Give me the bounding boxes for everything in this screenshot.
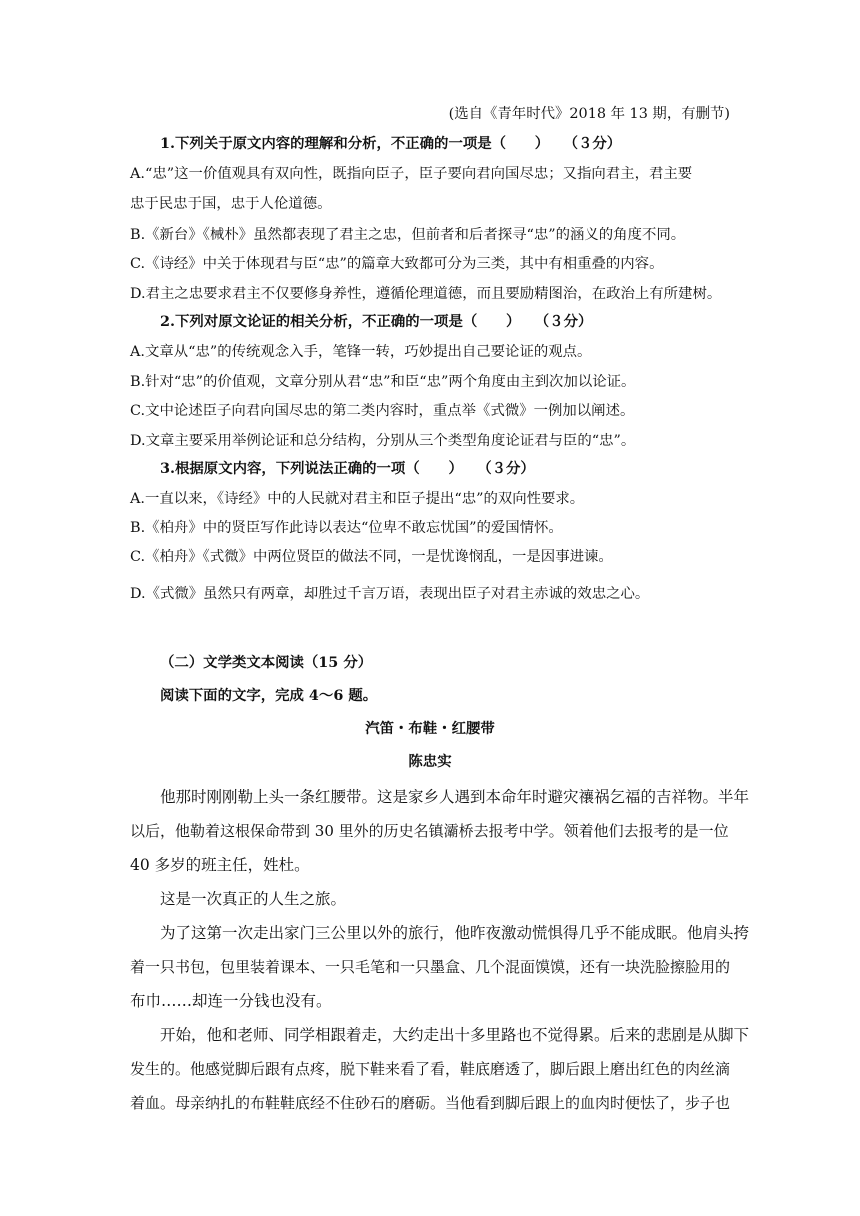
question-1-option-c: C.《诗经》中关于体现君与臣“忠”的篇章大致都可分为三类，其中有相重叠的内容。 — [130, 256, 664, 272]
question-2-option-b: B.针对“忠”的价值观，文章分别从君“忠”和臣“忠”两个角度由主到次加以论证。 — [130, 374, 636, 390]
question-2-option-a: A.文章从“忠”的传统观念入手，笔锋一转，巧妙提出自己要论证的观点。 — [130, 344, 592, 360]
paragraph-3-line-1: 为了这第一次走出家门三公里以外的旅行，他昨夜激动慌惧得几乎不能成眠。他肩头挎 — [160, 924, 750, 942]
question-3-option-c: C.《柏舟》《式微》中两位贤臣的做法不同，一是忧谗悯乱，一是因事进谏。 — [130, 549, 613, 565]
source-note: (选自《青年时代》2018 年 13 期，有删节) — [448, 106, 730, 122]
paragraph-4-line-1: 开始，他和老师、同学相跟着走，大约走出十多里路也不觉得累。后来的悲剧是从脚下 — [160, 1026, 750, 1044]
question-2-option-d: D.文章主要采用举例论证和总分结构，分别从三个类型角度论证君与臣的“忠”。 — [130, 433, 636, 449]
question-1-option-a: A.“忠”这一价值观具有双向性，既指向臣子，臣子要向君向国尽忠；又指向君主，君主要 — [130, 166, 693, 182]
question-3-option-b: B.《柏舟》中的贤臣写作此诗以表达“位卑不敢忘忧国”的爱国情怀。 — [130, 520, 563, 536]
question-1-option-b: B.《新台》《械朴》虽然都表现了君主之忠，但前者和后者探寻“忠”的涵义的角度不同。 — [130, 227, 686, 243]
question-2-stem: 2.下列对原文论证的相关分析，不正确的一项是（ ） （３分） — [160, 313, 593, 330]
paragraph-3-line-3: 布巾……却连一分钱也没有。 — [130, 992, 332, 1010]
paragraph-1-line-2: 以后，他勒着这根保命带到 30 里外的历史名镇灞桥去报考中学。领着他们去报考的是一位 — [130, 822, 729, 840]
question-3-stem: 3.根据原文内容，下列说法正确的一项（ ） （３分） — [160, 460, 535, 477]
section-instruction: 阅读下面的文字，完成 4～6 题。 — [160, 687, 378, 704]
section-heading: （二）文学类文本阅读（15 分） — [160, 654, 373, 671]
question-1-option-d: D.君主之忠要求君主不仅要修身养性，遵循伦理道德，而且要励精图治，在政治上有所建树。 — [130, 286, 722, 302]
question-2-option-c: C.文中论述臣子向君向国尽忠的第二类内容时，重点举《式微》一例加以阐述。 — [130, 403, 635, 419]
paragraph-2: 这是一次真正的人生之旅。 — [160, 890, 347, 908]
question-1-stem: 1.下列关于原文内容的理解和分析，不正确的一项是（ ） （３分） — [160, 135, 622, 152]
paragraph-3-line-2: 着一只书包，包里装着课本、一只毛笔和一只墨盒、几个混面馍馍，还有一块洗脸擦脸用的 — [130, 958, 731, 976]
question-1-option-a-cont: 忠于民忠于国，忠于人伦道德。 — [130, 196, 332, 212]
passage-author: 陈忠实 — [408, 753, 452, 770]
paragraph-4-line-2: 发生的。他感觉脚后跟有点疼，脱下鞋来看了看，鞋底磨透了，脚后跟上磨出红色的肉丝滴 — [130, 1060, 731, 1078]
question-3-option-a: A.一直以来，《诗经》中的人民就对君主和臣子提出“忠”的双向性要求。 — [130, 491, 585, 507]
question-3-option-d: D.《式微》虽然只有两章，却胜过千言万语，表现出臣子对君主赤诚的效忠之心。 — [130, 586, 650, 602]
paragraph-1-line-1: 他那时刚刚勒上头一条红腰带。这是家乡人遇到本命年时避灾禳祸乞福的吉祥物。半年 — [160, 788, 750, 806]
paragraph-4-line-3: 着血。母亲纳扎的布鞋鞋底经不住砂石的磨砺。当他看到脚后跟上的血肉时便怯了，步子也 — [130, 1094, 731, 1112]
passage-title: 汽笛・布鞋・红腰带 — [365, 720, 495, 737]
paragraph-1-line-3: 40 多岁的班主任，姓杜。 — [130, 856, 310, 874]
